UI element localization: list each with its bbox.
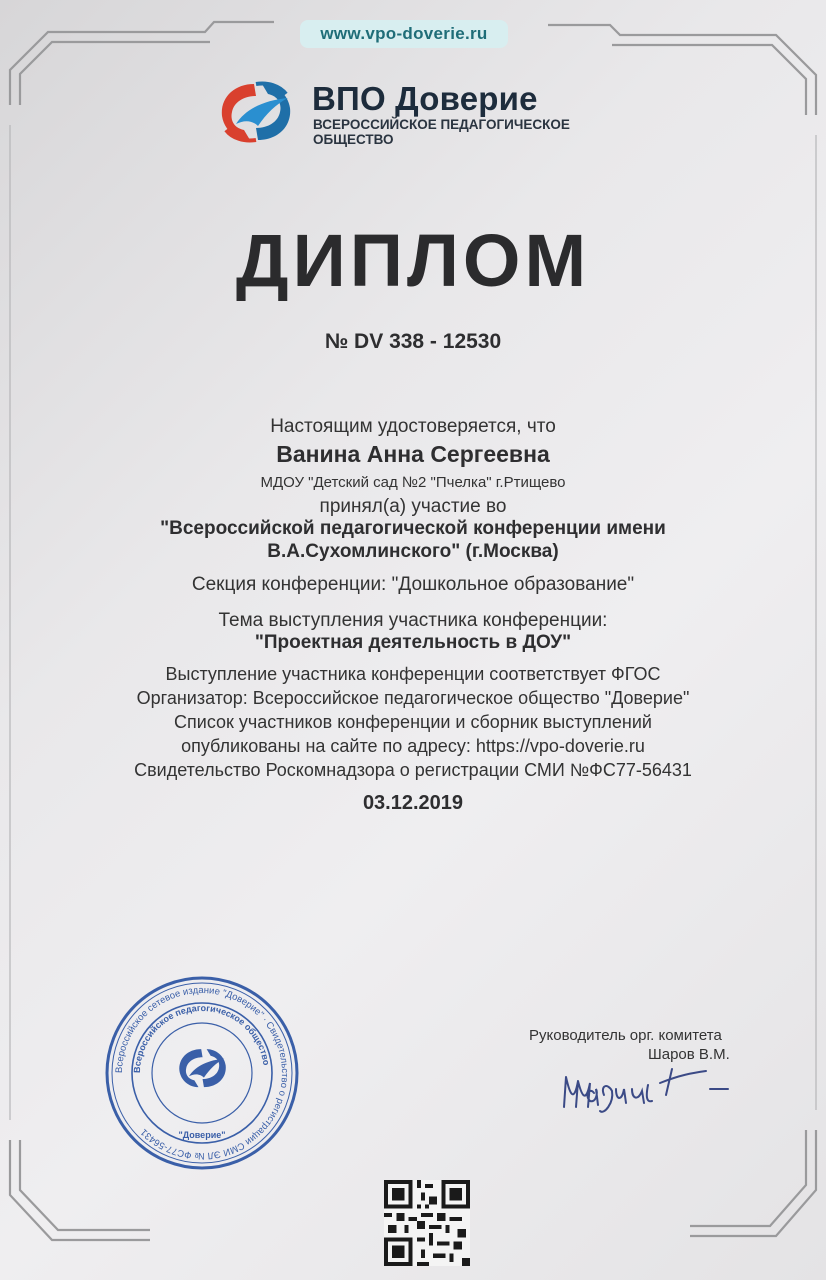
handwritten-signature bbox=[560, 1055, 750, 1115]
info-line-fgos: Выступление участника конференции соответствует ФГОС bbox=[165, 664, 661, 684]
conference-section: Секция конференции: "Дошкольное образование" bbox=[191, 574, 635, 595]
qr-code[interactable] bbox=[384, 1180, 470, 1266]
vpo-doverie-logo-icon bbox=[214, 78, 298, 146]
info-line-website: опубликованы на сайте по адресу: https://vpo-doverie.ru bbox=[181, 736, 645, 756]
recipient-name: Ванина Анна Сергеевна bbox=[276, 441, 550, 467]
diploma-number: № DV 338 - 12530 bbox=[324, 330, 502, 353]
info-line-participants: Список участников конференции и сборник выступлений bbox=[174, 712, 652, 732]
info-line-organizer: Организатор: Всероссийское педагогическое общество "Доверие" bbox=[136, 688, 690, 708]
topic-title: "Проектная деятельность в ДОУ" bbox=[254, 632, 572, 653]
brand-name: ВПО Доверие bbox=[312, 80, 538, 117]
brand-subtitle bbox=[313, 117, 623, 147]
event-name-line1: "Всероссийской педагогической конференции имени bbox=[160, 518, 666, 539]
recipient-organization: МДОУ "Детский сад №2 "Пчелка" г.Ртищево bbox=[260, 474, 566, 491]
info-line-registration: Свидетельство Роскомнадзора о регистрации СМИ №ФС77-56431 bbox=[134, 760, 692, 780]
seal-outer-text: Всероссийское сетевое издание "Доверие" · Свидетельство о регистрации СМИ ЭЛ № ФС77-56431 bbox=[113, 984, 291, 1162]
issue-date: 03.12.2019 bbox=[362, 792, 464, 814]
brand-subtitle-line2: ОБЩЕСТВО bbox=[313, 132, 394, 147]
organization-seal-stamp bbox=[104, 975, 300, 1171]
diploma-title: ДИПЛОМ bbox=[235, 219, 591, 302]
website-url-badge[interactable]: www.vpo-doverie.ru bbox=[300, 20, 508, 48]
signatory-role: Руководитель орг. комитета bbox=[529, 1027, 722, 1044]
event-name-line2: В.А.Сухомлинского" (г.Москва) bbox=[267, 541, 559, 562]
brand-subtitle-line1: ВСЕРОССИЙСКОЕ ПЕДАГОГИЧЕСКОЕ bbox=[313, 117, 570, 132]
signatory-name: Шаров В.М. bbox=[648, 1046, 730, 1063]
certify-line: Настоящим удостоверяется, что bbox=[270, 416, 556, 437]
seal-inner-text: Всероссийское педагогическое общество bbox=[131, 1002, 272, 1074]
topic-label: Тема выступления участника конференции: bbox=[218, 610, 608, 631]
participation-line: принял(а) участие во bbox=[319, 496, 507, 517]
seal-bottom-text: "Доверие" bbox=[178, 1130, 226, 1140]
